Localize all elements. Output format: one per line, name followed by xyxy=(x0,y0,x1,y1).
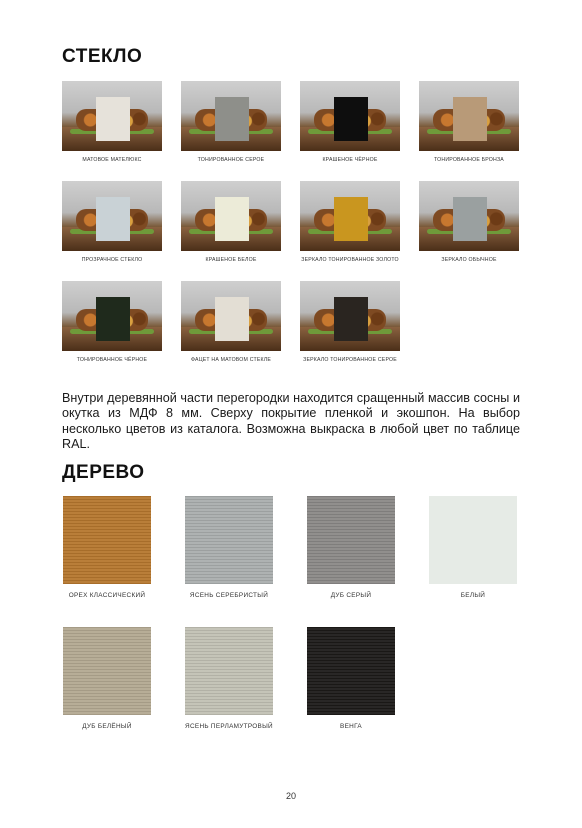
glass-sample-tinted-bronze xyxy=(419,81,519,163)
glass-photo xyxy=(300,281,400,351)
wood-sample-oak-grey xyxy=(307,496,395,599)
wood-sample-wenge xyxy=(307,627,395,730)
wood-swatch xyxy=(185,627,273,715)
wood-caption: ЯСЕНЬ ПЕРЛАМУТРОВЫЙ xyxy=(185,723,273,730)
glass-sample-matte-matelux xyxy=(62,81,162,163)
glass-panel xyxy=(215,97,249,141)
wood-caption: БЕЛЫЙ xyxy=(460,592,486,599)
glass-caption: ТОНИРОВАННОЕ ЧЁРНОЕ xyxy=(76,357,148,363)
wood-swatch xyxy=(307,496,395,584)
glass-sample-mirror-grey xyxy=(300,281,400,363)
glass-photo xyxy=(181,181,281,251)
glass-sample-facet-matte xyxy=(181,281,281,363)
glass-photo xyxy=(62,281,162,351)
glass-panel xyxy=(215,297,249,341)
glass-sample-painted-black xyxy=(300,81,400,163)
wood-sample-ash-silver xyxy=(185,496,273,599)
glass-panel xyxy=(334,297,368,341)
glass-caption: ЗЕРКАЛО ТОНИРОВАННОЕ СЕРОЕ xyxy=(303,357,397,363)
glass-sample-mirror-plain xyxy=(419,181,519,263)
glass-panel xyxy=(96,197,130,241)
glass-panel xyxy=(334,97,368,141)
glass-photo xyxy=(419,181,519,251)
glass-sample-tinted-black xyxy=(62,281,162,363)
glass-caption: ФАЦЕТ НА МАТОВОМ СТЕКЛЕ xyxy=(191,357,271,363)
wood-caption: ДУБ БЕЛЁНЫЙ xyxy=(82,723,132,730)
glass-caption: КРАШЕНОЕ БЕЛОЕ xyxy=(205,257,257,263)
glass-photo xyxy=(419,81,519,151)
glass-caption: ЗЕРКАЛО ТОНИРОВАННОЕ ЗОЛОТО xyxy=(301,257,399,263)
wood-caption: ЯСЕНЬ СЕРЕБРИСТЫЙ xyxy=(189,592,269,599)
glass-photo xyxy=(300,181,400,251)
glass-photo xyxy=(62,81,162,151)
glass-sample-painted-white xyxy=(181,181,281,263)
wood-sample-white xyxy=(429,496,517,599)
glass-caption: ТОНИРОВАННОЕ СЕРОЕ xyxy=(197,157,265,163)
wood-sample-walnut-classic xyxy=(63,496,151,599)
glass-section-title: СТЕКЛО xyxy=(62,46,143,67)
glass-caption: ПРОЗРАЧНОЕ СТЕКЛО xyxy=(81,257,143,263)
glass-panel xyxy=(334,197,368,241)
description-paragraph: Внутри деревянной части перегородки находится сращенный массив сосны и окутка из МДФ 8 мм. Сверху покрытие пленкой и экошпон. На выбор несколько цветов из каталога. Возможна выкраска в любой цвет по таблице RAL. xyxy=(62,390,520,452)
glass-caption: КРАШЕНОЕ ЧЁРНОЕ xyxy=(322,157,378,163)
wood-caption: ДУБ СЕРЫЙ xyxy=(330,592,372,599)
wood-swatch xyxy=(429,496,517,584)
wood-sample-ash-pearl xyxy=(185,627,273,730)
wood-section-title: ДЕРЕВО xyxy=(62,462,145,483)
wood-caption: ОРЕХ КЛАССИЧЕСКИЙ xyxy=(68,592,146,599)
glass-photo xyxy=(300,81,400,151)
wood-caption: ВЕНГА xyxy=(340,723,362,730)
glass-photo xyxy=(62,181,162,251)
glass-caption: МАТОВОЕ МАТЕЛЮКС xyxy=(82,157,142,163)
glass-photo xyxy=(181,281,281,351)
glass-photo xyxy=(181,81,281,151)
glass-panel xyxy=(215,197,249,241)
glass-sample-mirror-gold xyxy=(300,181,400,263)
wood-sample-oak-bleached xyxy=(63,627,151,730)
wood-swatch xyxy=(185,496,273,584)
page-number: 20 xyxy=(285,791,296,801)
wood-swatch xyxy=(63,496,151,584)
glass-panel xyxy=(453,197,487,241)
glass-panel xyxy=(453,97,487,141)
glass-caption: ТОНИРОВАННОЕ БРОНЗА xyxy=(434,157,504,163)
glass-sample-tinted-grey xyxy=(181,81,281,163)
wood-swatch xyxy=(63,627,151,715)
glass-panel xyxy=(96,297,130,341)
wood-swatch xyxy=(307,627,395,715)
glass-caption: ЗЕРКАЛО ОБЫЧНОЕ xyxy=(441,257,497,263)
glass-sample-clear xyxy=(62,181,162,263)
glass-panel xyxy=(96,97,130,141)
